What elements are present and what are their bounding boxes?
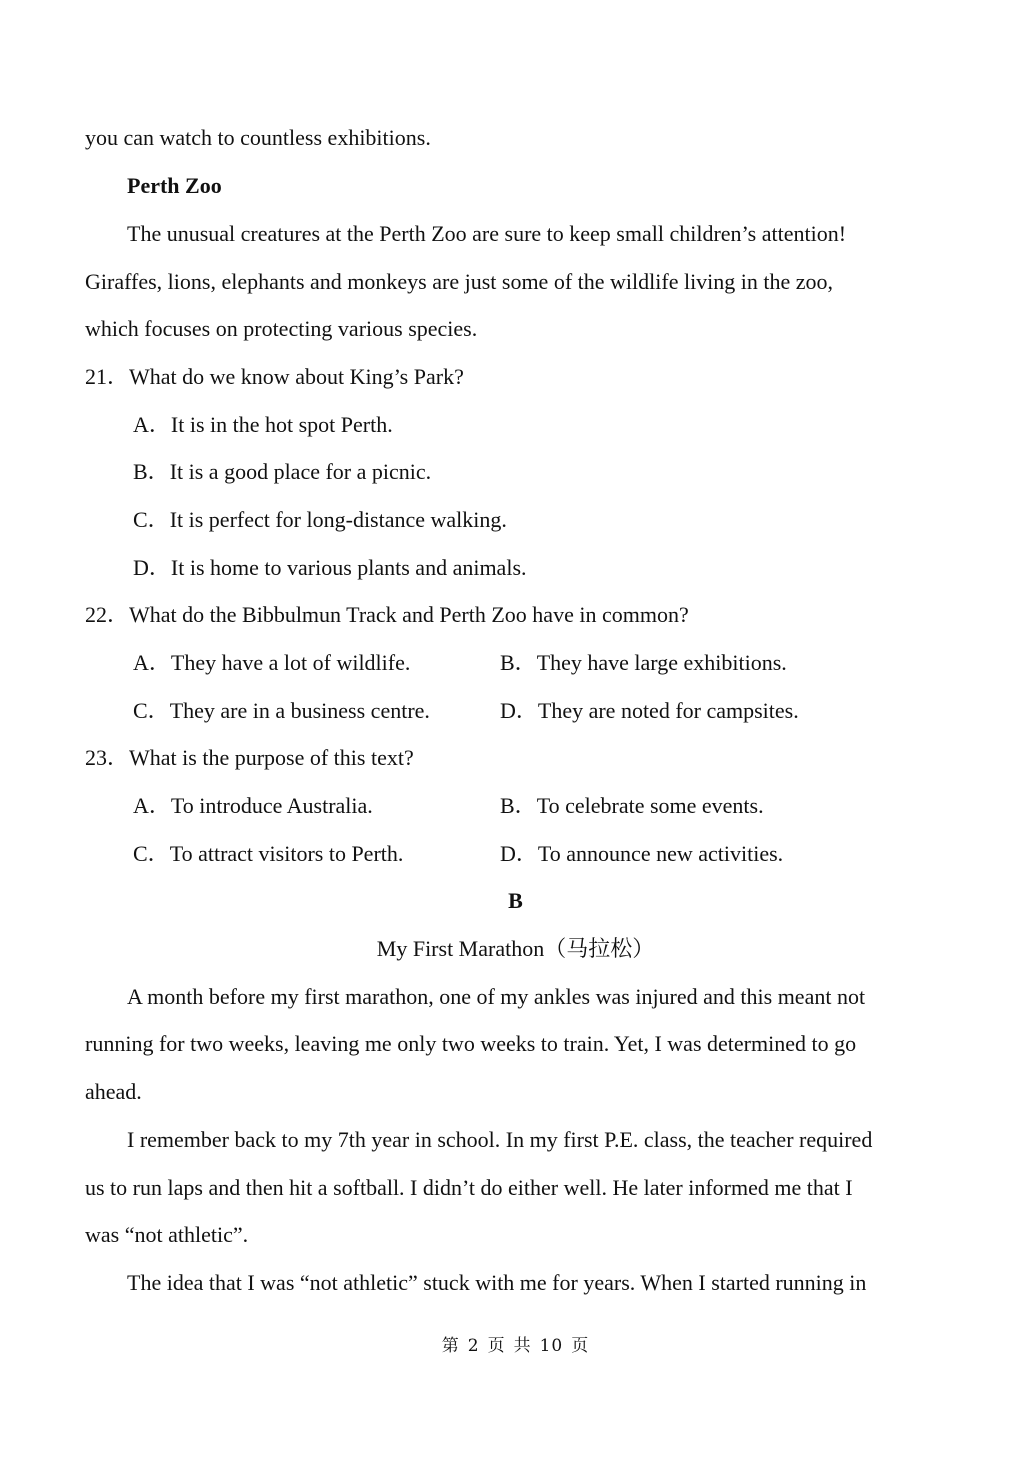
question-number: 21． — [85, 364, 130, 389]
question-stem: What do we know about King’s Park? — [129, 364, 464, 389]
question-number: 23． — [85, 745, 130, 770]
option-letter: A． — [133, 793, 171, 818]
passage-line: ahead. — [85, 1079, 142, 1104]
section-label: B — [508, 888, 523, 913]
option-letter: C． — [133, 841, 170, 866]
option-letter: B． — [500, 793, 537, 818]
option-letter: D． — [133, 555, 171, 580]
passage-line: I remember back to my 7th year in school. In my first P.E. class, the teacher required — [127, 1127, 873, 1152]
option-text: To celebrate some events. — [536, 793, 764, 818]
passage-line: was “not athletic”. — [85, 1222, 249, 1247]
option-22-c[interactable] — [133, 698, 430, 724]
option-text: They have a lot of wildlife. — [170, 650, 411, 675]
option-text: To introduce Australia. — [170, 793, 373, 818]
option-letter: C． — [133, 698, 170, 723]
option-text: To attract visitors to Perth. — [169, 841, 404, 866]
option-22-d[interactable] — [500, 698, 799, 724]
question-23 — [85, 745, 414, 771]
passage-line: Giraffes, lions, elephants and monkeys are just some of the wildlife living in the zoo, — [85, 269, 834, 294]
option-text: They are in a business centre. — [169, 698, 430, 723]
option-23-d[interactable] — [500, 841, 783, 867]
option-23-b[interactable] — [500, 793, 764, 819]
footer-suffix: 页 — [571, 1336, 590, 1356]
option-text: They have large exhibitions. — [536, 650, 787, 675]
option-22-b[interactable] — [500, 650, 787, 676]
section-heading-perth-zoo: Perth Zoo — [127, 173, 222, 198]
passage-line: A month before my first marathon, one of my ankles was injured and this meant not — [127, 984, 866, 1009]
option-letter: B． — [500, 650, 537, 675]
option-text: It is a good place for a picnic. — [169, 459, 432, 484]
option-letter: D． — [500, 698, 538, 723]
question-21 — [85, 364, 464, 390]
option-21-b[interactable] — [133, 459, 431, 485]
option-text: They are noted for campsites. — [537, 698, 799, 723]
option-letter: D． — [500, 841, 538, 866]
question-number: 22． — [85, 602, 130, 627]
option-21-d[interactable] — [133, 555, 527, 581]
option-letter: C． — [133, 507, 170, 532]
option-text: It is in the hot spot Perth. — [170, 412, 393, 437]
footer-prefix: 第 — [441, 1336, 460, 1356]
option-text: It is perfect for long-distance walking. — [169, 507, 507, 532]
passage-title: My First Marathon（马拉松） — [376, 936, 655, 961]
option-21-c[interactable] — [133, 507, 507, 533]
option-22-a[interactable] — [133, 650, 410, 676]
current-page-number: 2 — [467, 1336, 480, 1356]
question-stem: What is the purpose of this text? — [129, 745, 414, 770]
passage-line: us to run laps and then hit a softball. I didn’t do either well. He later informed me that I — [85, 1175, 853, 1200]
option-21-a[interactable] — [133, 412, 393, 438]
footer-total-word: 共 — [513, 1336, 532, 1356]
page-footer — [0, 1331, 1031, 1356]
option-letter: A． — [133, 650, 171, 675]
question-stem: What do the Bibbulmun Track and Perth Zoo have in common? — [129, 602, 689, 627]
total-page-count: 10 — [539, 1336, 564, 1356]
passage-line: which focuses on protecting various species. — [85, 316, 478, 341]
passage-line: running for two weeks, leaving me only two weeks to train. Yet, I was determined to go — [85, 1031, 857, 1056]
option-23-a[interactable] — [133, 793, 373, 819]
option-letter: A． — [133, 412, 171, 437]
option-letter: B． — [133, 459, 170, 484]
passage-line: The idea that I was “not athletic” stuck with me for years. When I started running in — [127, 1270, 867, 1295]
option-text: To announce new activities. — [537, 841, 784, 866]
footer-page-word: 页 — [487, 1336, 506, 1356]
passage-line: The unusual creatures at the Perth Zoo are sure to keep small children’s attention! — [127, 221, 847, 246]
option-text: It is home to various plants and animals. — [170, 555, 527, 580]
passage-line: you can watch to countless exhibitions. — [85, 125, 431, 150]
option-23-c[interactable] — [133, 841, 403, 867]
question-22 — [85, 602, 689, 628]
